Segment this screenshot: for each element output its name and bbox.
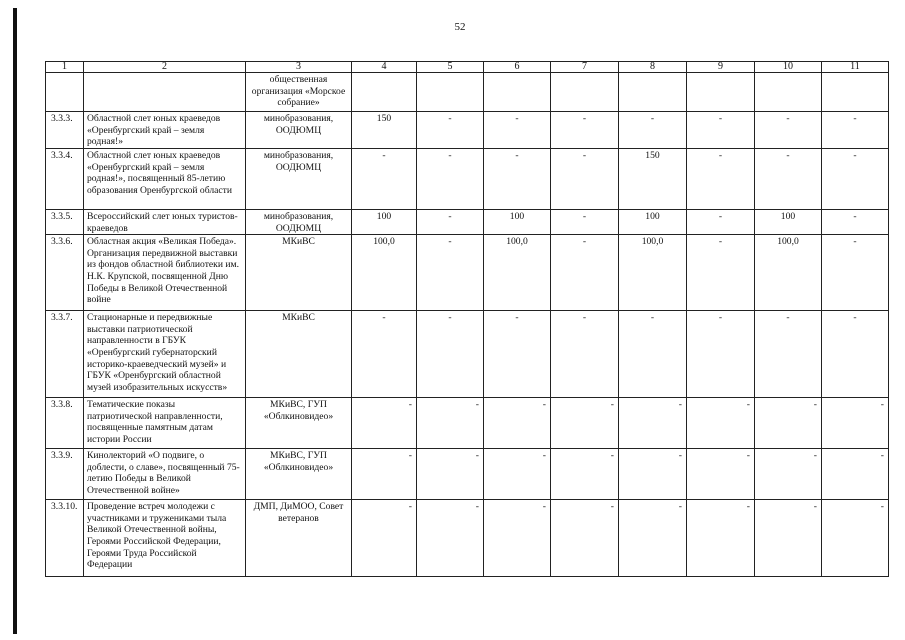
executor-cell: МКиВС — [246, 311, 352, 398]
header-cell: 9 — [687, 62, 755, 73]
value-cell: - — [822, 311, 889, 398]
value-cell: - — [755, 398, 822, 449]
value-cell: - — [551, 311, 619, 398]
table-row — [46, 112, 889, 149]
value-cell: - — [687, 149, 755, 210]
value-cell: 100,0 — [619, 235, 687, 311]
page-number: 52 — [454, 21, 466, 33]
value-cell — [755, 73, 822, 112]
value-cell: - — [822, 449, 889, 500]
table-row — [46, 449, 889, 500]
header-cell: 10 — [755, 62, 822, 73]
value-cell: - — [352, 449, 417, 500]
value-cell: 100 — [352, 210, 417, 235]
value-cell: - — [619, 449, 687, 500]
value-cell — [417, 73, 484, 112]
value-cell — [687, 73, 755, 112]
value-cell: - — [822, 500, 889, 577]
value-cell: - — [687, 311, 755, 398]
value-cell: - — [484, 149, 551, 210]
event-name-cell: Областной слет юных краеведов «Оренбургский край – земля родная!», посвященный 85-летию образования Оренбургской области — [84, 149, 246, 210]
value-cell: - — [551, 149, 619, 210]
event-name-cell: Областной слет юных краеведов «Оренбургский край – земля родная!» — [84, 112, 246, 149]
event-name-cell: Кинолекторий «О подвиге, о доблести, о славе», посвященный 75-летию Победы в Великой Отечественной войне» — [84, 449, 246, 500]
value-cell: - — [687, 235, 755, 311]
table-row — [46, 73, 889, 112]
executor-cell: ДМП, ДиМОО, Совет ветеранов — [246, 500, 352, 577]
value-cell: - — [687, 112, 755, 149]
table-row — [46, 210, 889, 235]
executor-cell: общественная организация «Морское собрание» — [246, 73, 352, 112]
header-cell: 11 — [822, 62, 889, 73]
executor-cell: МКиВС, ГУП «Облкиновидео» — [246, 449, 352, 500]
value-cell: 100 — [755, 210, 822, 235]
item-number-cell: 3.3.4. — [46, 149, 84, 210]
value-cell: - — [687, 210, 755, 235]
value-cell: 100 — [619, 210, 687, 235]
value-cell: - — [687, 449, 755, 500]
value-cell: - — [551, 210, 619, 235]
value-cell: - — [755, 500, 822, 577]
item-number-cell: 3.3.3. — [46, 112, 84, 149]
value-cell: - — [484, 500, 551, 577]
value-cell: - — [822, 235, 889, 311]
value-cell: 100,0 — [352, 235, 417, 311]
header-cell: 7 — [551, 62, 619, 73]
value-cell: - — [417, 149, 484, 210]
value-cell: - — [755, 311, 822, 398]
value-cell: - — [417, 210, 484, 235]
value-cell: - — [619, 112, 687, 149]
header-cell: 6 — [484, 62, 551, 73]
value-cell: - — [484, 449, 551, 500]
value-cell: - — [755, 449, 822, 500]
value-cell: 100 — [484, 210, 551, 235]
item-number-cell: 3.3.5. — [46, 210, 84, 235]
value-cell: - — [417, 311, 484, 398]
value-cell: - — [551, 398, 619, 449]
executor-cell: МКиВС — [246, 235, 352, 311]
value-cell — [352, 73, 417, 112]
executor-cell: минобразования, ООДЮМЦ — [246, 112, 352, 149]
header-cell: 1 — [46, 62, 84, 73]
item-number-cell: 3.3.10. — [46, 500, 84, 577]
header-cell: 5 — [417, 62, 484, 73]
value-cell: - — [822, 398, 889, 449]
value-cell: - — [417, 112, 484, 149]
value-cell: 100,0 — [484, 235, 551, 311]
value-cell: - — [417, 500, 484, 577]
value-cell: - — [755, 112, 822, 149]
value-cell: - — [687, 398, 755, 449]
value-cell: - — [352, 311, 417, 398]
value-cell: 150 — [352, 112, 417, 149]
value-cell: - — [822, 210, 889, 235]
value-cell: - — [484, 398, 551, 449]
value-cell: - — [417, 449, 484, 500]
header-cell: 8 — [619, 62, 687, 73]
value-cell: - — [484, 311, 551, 398]
value-cell: - — [352, 500, 417, 577]
value-cell: - — [755, 149, 822, 210]
value-cell: - — [551, 235, 619, 311]
executor-cell: минобразования, ООДЮМЦ — [246, 210, 352, 235]
value-cell: - — [822, 149, 889, 210]
executor-cell: МКиВС, ГУП «Облкиновидео» — [246, 398, 352, 449]
value-cell: - — [417, 398, 484, 449]
value-cell: - — [687, 500, 755, 577]
event-name-cell: Проведение встреч молодежи с участниками и тружениками тыла Великой Отечественной войны, Героями Российской Федерации, Героями Труда Российской Федерации — [84, 500, 246, 577]
value-cell: - — [619, 398, 687, 449]
table-row — [46, 149, 889, 210]
value-cell — [619, 73, 687, 112]
value-cell: - — [619, 500, 687, 577]
header-cell: 2 — [84, 62, 246, 73]
value-cell — [551, 73, 619, 112]
plan-table — [45, 61, 889, 577]
executor-cell: минобразования, ООДЮМЦ — [246, 149, 352, 210]
event-name-cell: Тематические показы патриотической направленности, посвященные памятным датам истории России — [84, 398, 246, 449]
header-cell: 3 — [246, 62, 352, 73]
value-cell — [484, 73, 551, 112]
binding-strip — [13, 8, 17, 634]
value-cell — [822, 73, 889, 112]
value-cell: - — [619, 311, 687, 398]
table-row — [46, 235, 889, 311]
item-number-cell: 3.3.7. — [46, 311, 84, 398]
value-cell: - — [352, 398, 417, 449]
value-cell: - — [484, 112, 551, 149]
event-name-cell: Областная акция «Великая Победа». Организация передвижной выставки из фондов областной библиотеки им. Н.К. Крупской, посвященной Дню Победы в Великой Отечественной войне — [84, 235, 246, 311]
value-cell: - — [551, 449, 619, 500]
header-row — [46, 62, 889, 73]
header-cell: 4 — [352, 62, 417, 73]
value-cell: 100,0 — [755, 235, 822, 311]
value-cell: - — [352, 149, 417, 210]
event-name-cell: Всероссийский слет юных туристов-краеведов — [84, 210, 246, 235]
value-cell: - — [822, 112, 889, 149]
table-row — [46, 311, 889, 398]
item-number-cell: 3.3.9. — [46, 449, 84, 500]
value-cell: - — [417, 235, 484, 311]
value-cell: - — [551, 112, 619, 149]
item-number-cell: 3.3.8. — [46, 398, 84, 449]
table-row — [46, 500, 889, 577]
item-number-cell: 3.3.6. — [46, 235, 84, 311]
event-name-cell — [84, 73, 246, 112]
event-name-cell: Стационарные и передвижные выставки патриотической направленности в ГБУК «Оренбургский губернаторский историко-краеведческий музей» и ГБУК «Оренбургский областной музей изобразительных искусств» — [84, 311, 246, 398]
item-number-cell — [46, 73, 84, 112]
table-row — [46, 398, 889, 449]
value-cell: - — [551, 500, 619, 577]
value-cell: 150 — [619, 149, 687, 210]
